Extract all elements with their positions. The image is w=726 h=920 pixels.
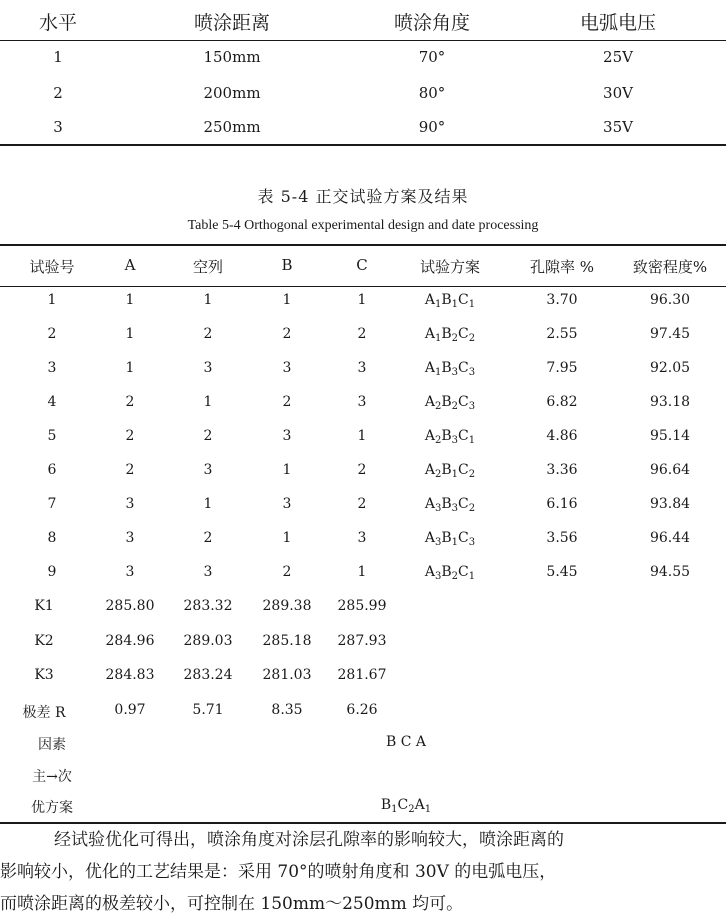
- summary-label: K3: [34, 667, 54, 683]
- level-cell: 80°: [418, 84, 446, 102]
- subscript: 3: [451, 503, 459, 514]
- table-cell: 4.86: [546, 428, 578, 444]
- subscript: 1: [391, 804, 398, 815]
- subscript: 3: [468, 367, 476, 378]
- paragraph-line: 影响较小，优化的工艺结果是：采用 70°的喷射角度和 30V 的电弧电压，: [0, 862, 557, 882]
- ortho-header-a: A: [124, 256, 136, 274]
- summary-label: K2: [34, 633, 54, 649]
- subscript: 1: [468, 571, 476, 582]
- subscript: 1: [468, 299, 476, 310]
- subscript: 1: [451, 469, 459, 480]
- subscript: 1: [451, 299, 459, 310]
- subscript: 2: [434, 401, 442, 412]
- summary-value: 285.18: [262, 633, 312, 649]
- ortho-header-scheme: 试验方案: [419, 258, 481, 276]
- table-cell: 2: [357, 326, 367, 342]
- level-cell: 30V: [603, 84, 633, 102]
- level-cell: 25V: [603, 48, 633, 66]
- table-cell: 1: [203, 394, 213, 410]
- level-cell: 90°: [418, 118, 446, 136]
- level-cell: 150mm: [203, 48, 261, 66]
- table-cell: 3: [203, 462, 213, 478]
- optimal-scheme: $B_1C_2A_1$: [380, 797, 432, 815]
- subscript: 3: [468, 537, 476, 548]
- paragraph-line: 经试验优化可得出，喷涂角度对涂层孔隙率的影响较大，喷涂距离的: [54, 830, 564, 850]
- table-cell: 3: [125, 496, 135, 512]
- table-cell: 7: [47, 496, 57, 512]
- table-cell: 93.84: [649, 496, 691, 512]
- level-table-bottom-rule: [0, 144, 726, 146]
- level-table-header-rule: [0, 40, 726, 41]
- subscript: 2: [408, 804, 415, 815]
- conclusion-paragraph: [0, 824, 726, 920]
- scheme-cell: $A_3B_1C_3$: [424, 530, 476, 548]
- table-cell: 1: [357, 292, 367, 308]
- table-cell: 1: [357, 428, 367, 444]
- subscript: 3: [434, 537, 442, 548]
- table-cell: 3: [203, 360, 213, 376]
- level-header-angle: 喷涂角度: [393, 12, 471, 34]
- table-cell: 5.45: [546, 564, 578, 580]
- table-cell: 6.82: [546, 394, 578, 410]
- table-cell: 2: [282, 394, 292, 410]
- table-cell: 93.18: [649, 394, 691, 410]
- table-cell: 2: [125, 394, 135, 410]
- subscript: 3: [434, 571, 442, 582]
- subscript: 2: [434, 435, 442, 446]
- table-cell: 3: [357, 360, 367, 376]
- table-cell: 3: [357, 530, 367, 546]
- level-cell: 2: [53, 84, 63, 102]
- table-cell: 92.05: [649, 360, 691, 376]
- table-cell: 2: [125, 428, 135, 444]
- table-cell: 1: [125, 360, 135, 376]
- scheme-cell: $A_3B_2C_1$: [424, 564, 476, 582]
- table-cell: 3: [47, 360, 57, 376]
- table-cell: 3: [357, 394, 367, 410]
- table-cell: 2: [203, 428, 213, 444]
- table-cell: 96.30: [649, 292, 691, 308]
- scheme-cell: $A_2B_2C_3$: [424, 394, 476, 412]
- table-cell: 3: [282, 496, 292, 512]
- table-cell: 1: [203, 496, 213, 512]
- summary-value: 283.24: [183, 667, 233, 683]
- table-cell: 3: [203, 564, 213, 580]
- scheme-cell: $A_2B_1C_2$: [424, 462, 476, 480]
- table-cell: 3: [282, 360, 292, 376]
- table-cell: 5: [47, 428, 57, 444]
- table-cell: 8: [47, 530, 57, 546]
- summary-value: 284.83: [105, 667, 155, 683]
- subscript: 1: [434, 333, 442, 344]
- level-cell: 70°: [418, 48, 446, 66]
- table-cell: 2.55: [546, 326, 578, 342]
- ortho-table-header-rule: [0, 286, 726, 287]
- summary-label: K1: [34, 598, 54, 614]
- factor-order: B C A: [385, 734, 427, 750]
- table-cell: 2: [357, 496, 367, 512]
- level-cell: 1: [53, 48, 63, 66]
- table-cell: 3: [282, 428, 292, 444]
- summary-value: 284.96: [105, 633, 155, 649]
- subscript: 1: [451, 537, 459, 548]
- table-cell: 1: [357, 564, 367, 580]
- table-cell: 95.14: [649, 428, 691, 444]
- level-cell: 250mm: [203, 118, 261, 136]
- table-cell: 1: [282, 292, 292, 308]
- ortho-header-density: 致密程度%: [632, 258, 708, 276]
- subscript: 3: [434, 503, 442, 514]
- table-cell: 3: [125, 564, 135, 580]
- table-caption-en: Table 5-4 Orthogonal experimental design and date processing: [187, 218, 539, 233]
- table-cell: 7.95: [546, 360, 578, 376]
- ortho-header-c: C: [356, 256, 368, 274]
- subscript: 3: [451, 435, 459, 446]
- table-cell: 2: [203, 530, 213, 546]
- optimal-label: 优方案: [31, 800, 73, 816]
- summary-value: 5.71: [192, 702, 224, 718]
- ortho-table-top-rule: [0, 244, 726, 246]
- table-cell: 4: [47, 394, 57, 410]
- table-cell: 2: [125, 462, 135, 478]
- summary-value: 287.93: [337, 633, 387, 649]
- scheme-cell: $A_2B_3C_1$: [424, 428, 476, 446]
- subscript: 3: [451, 367, 459, 378]
- table-cell: 2: [282, 564, 292, 580]
- table-cell: 96.64: [649, 462, 691, 478]
- level-header-voltage: 电弧电压: [579, 12, 657, 34]
- subscript: 2: [468, 333, 476, 344]
- subscript: 2: [451, 333, 459, 344]
- ortho-header-porosity: 孔隙率 %: [529, 258, 595, 276]
- table-caption-cn: 表 5-4 正交试验方案及结果: [257, 187, 469, 206]
- table-cell: 6: [47, 462, 57, 478]
- summary-value: 283.32: [183, 598, 233, 614]
- table-cell: 1: [203, 292, 213, 308]
- table-cell: 2: [47, 326, 57, 342]
- subscript: 2: [451, 401, 459, 412]
- subscript: 2: [468, 503, 476, 514]
- scheme-cell: $A_3B_3C_2$: [424, 496, 476, 514]
- subscript: 1: [434, 299, 442, 310]
- summary-value: 6.26: [346, 702, 378, 718]
- summary-value: 285.80: [105, 598, 155, 614]
- scheme-cell: $A_1B_1C_1$: [424, 292, 476, 310]
- table-cell: 97.45: [649, 326, 691, 342]
- table-cell: 3: [125, 530, 135, 546]
- ortho-header-b: B: [281, 256, 293, 274]
- level-cell: 200mm: [203, 84, 261, 102]
- table-cell: 94.55: [649, 564, 691, 580]
- summary-label: 极差 R: [22, 705, 66, 721]
- table-cell: 2: [357, 462, 367, 478]
- table-cell: 9: [47, 564, 57, 580]
- factor-label: 因素: [38, 737, 66, 753]
- subscript: 1: [424, 804, 432, 815]
- subscript: 3: [468, 401, 476, 412]
- ortho-header-blank: 空列: [192, 258, 224, 276]
- table-cell: 2: [203, 326, 213, 342]
- table-cell: 1: [47, 292, 57, 308]
- table-cell: 1: [125, 292, 135, 308]
- table-cell: 6.16: [546, 496, 578, 512]
- table-cell: 3.70: [546, 292, 578, 308]
- primary-label: 主→次: [32, 769, 72, 785]
- paragraph-line: 而喷涂距离的极差较小，可控制在 150mm～250mm 均可。: [0, 894, 464, 914]
- ortho-header-run: 试验号: [29, 258, 75, 276]
- summary-value: 281.67: [337, 667, 387, 683]
- table-cell: 3.56: [546, 530, 578, 546]
- subscript: 1: [468, 435, 476, 446]
- scheme-cell: $A_1B_2C_2$: [424, 326, 476, 344]
- table-cell: 3.36: [546, 462, 578, 478]
- level-cell: 3: [53, 118, 63, 136]
- level-cell: 35V: [603, 118, 633, 136]
- subscript: 2: [451, 571, 459, 582]
- summary-value: 281.03: [262, 667, 312, 683]
- subscript: 1: [434, 367, 442, 378]
- table-cell: 2: [282, 326, 292, 342]
- summary-value: 285.99: [337, 598, 387, 614]
- level-header-distance: 喷涂距离: [193, 12, 271, 34]
- summary-value: 289.38: [262, 598, 312, 614]
- summary-value: 8.35: [271, 702, 303, 718]
- subscript: 2: [434, 469, 442, 480]
- subscript: 2: [468, 469, 476, 480]
- table-cell: 1: [282, 530, 292, 546]
- table-cell: 1: [125, 326, 135, 342]
- table-cell: 96.44: [649, 530, 691, 546]
- level-header-level: 水平: [38, 12, 78, 34]
- scheme-cell: $A_1B_3C_3$: [424, 360, 476, 378]
- summary-value: 0.97: [114, 702, 146, 718]
- table-cell: 1: [282, 462, 292, 478]
- summary-value: 289.03: [183, 633, 233, 649]
